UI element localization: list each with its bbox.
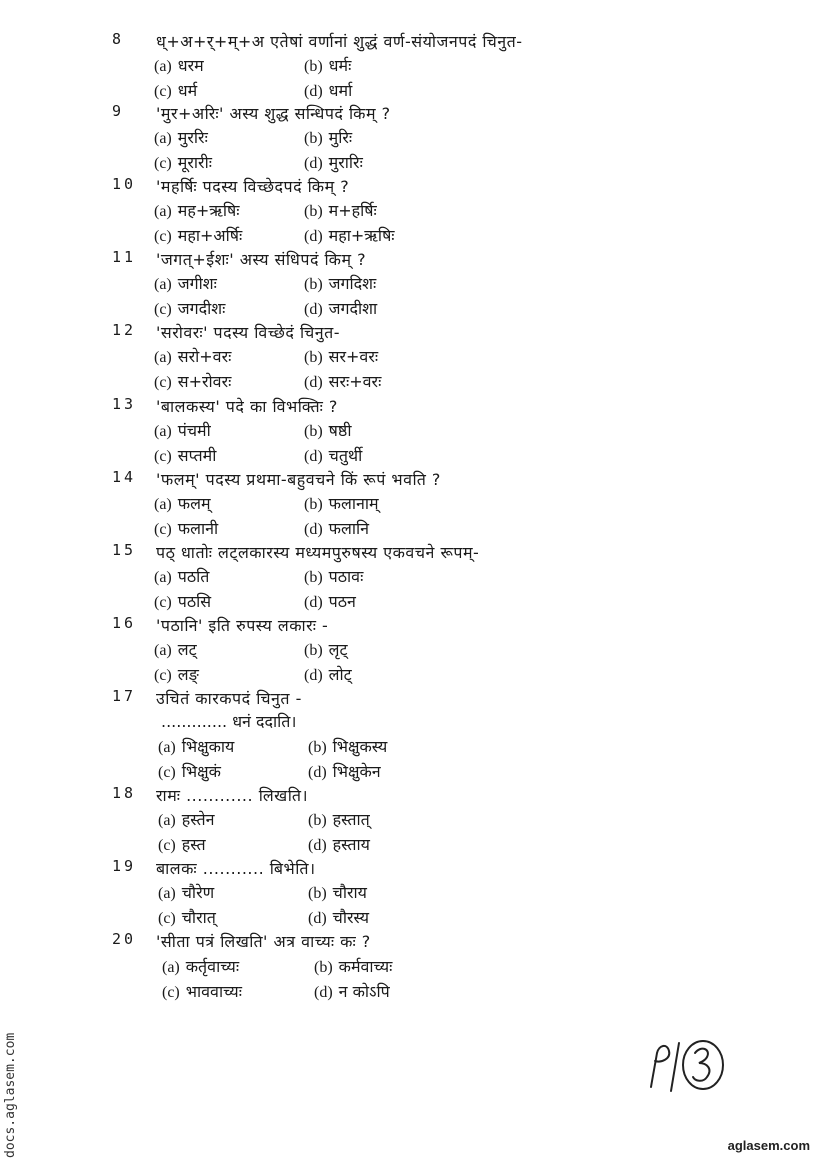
option-a[interactable]: (a) कर्तृवाच्यः	[162, 957, 240, 976]
option-c[interactable]: (c) मूरारीः	[154, 153, 212, 172]
question-text: 'सरोवरः' पदस्य विच्छेदं चिनुत-	[156, 323, 341, 342]
option-c[interactable]: (c) लङ्	[154, 665, 199, 684]
option-d[interactable]: (d) महा+ऋषिः	[304, 226, 395, 245]
option-a[interactable]: (a) सरो+वरः	[154, 347, 232, 366]
option-c[interactable]: (c) भाववाच्यः	[162, 982, 242, 1001]
option-a[interactable]: (a) फलम्	[154, 494, 211, 513]
handwritten-page-mark	[645, 1035, 735, 1095]
option-c[interactable]: (c) जगदीशः	[154, 299, 226, 318]
question-text: 'सीता पत्रं लिखति' अत्र वाच्यः कः ?	[156, 932, 371, 951]
option-b[interactable]: (b) म+हर्षिः	[304, 201, 377, 220]
option-a[interactable]: (a) मह+ऋषिः	[154, 201, 240, 220]
option-c[interactable]: (c) महा+अर्षिः	[154, 226, 243, 245]
option-b[interactable]: (b) धर्मः	[304, 56, 352, 75]
option-a[interactable]: (a) हस्तेन	[158, 810, 215, 829]
option-a[interactable]: (a) जगीशः	[154, 274, 217, 293]
question-number: 17	[112, 687, 137, 705]
option-d[interactable]: (d) पठन	[304, 592, 356, 611]
question-number: 15	[112, 541, 137, 559]
question-number: 11	[112, 248, 137, 266]
question-number: 18	[112, 784, 137, 802]
option-a[interactable]: (a) मुररिः	[154, 128, 208, 147]
option-b[interactable]: (b) कर्मवाच्यः	[314, 957, 393, 976]
question-number: 9	[112, 102, 125, 120]
option-d[interactable]: (d) लोट्	[304, 665, 352, 684]
option-b[interactable]: (b) फलानाम्	[304, 494, 379, 513]
option-b[interactable]: (b) भिक्षुकस्य	[308, 737, 388, 756]
option-d[interactable]: (d) सरः+वरः	[304, 372, 382, 391]
question-text: बालकः ........... बिभेति।	[156, 859, 316, 878]
option-b[interactable]: (b) हस्तात्	[308, 810, 370, 829]
option-c[interactable]: (c) सप्तमी	[154, 446, 217, 465]
option-a[interactable]: (a) लट्	[154, 640, 197, 659]
option-d[interactable]: (d) न कोऽपि	[314, 982, 390, 1001]
option-d[interactable]: (d) फलानि	[304, 519, 370, 538]
option-a[interactable]: (a) चौरेण	[158, 883, 215, 902]
option-b[interactable]: (b) पठावः	[304, 567, 364, 586]
option-a[interactable]: (a) धरम	[154, 56, 204, 75]
option-d[interactable]: (d) मुरारिः	[304, 153, 363, 172]
option-a[interactable]: (a) पंचमी	[154, 421, 211, 440]
question-text: उचितं कारकपदं चिनुत -	[156, 689, 302, 708]
question-number: 10	[112, 175, 137, 193]
fill-in-sentence: ............. धनं ददाति।	[161, 712, 297, 731]
sidebar-watermark: docs.aglasem.com	[3, 1032, 18, 1158]
question-number: 13	[112, 395, 137, 413]
option-d[interactable]: (d) जगदीशा	[304, 299, 378, 318]
question-text: 'मुर+अरिः' अस्य शुद्ध सन्धिपदं किम् ?	[156, 104, 391, 123]
question-number: 12	[112, 321, 137, 339]
question-text: ध्+अ+र्+म्+अ एतेषां वर्णानां शुद्धं वर्ण-संयोजनपदं चिनुत-	[156, 32, 523, 51]
option-b[interactable]: (b) चौराय	[308, 883, 367, 902]
option-d[interactable]: (d) हस्ताय	[308, 835, 370, 854]
option-c[interactable]: (c) धर्म	[154, 81, 198, 100]
question-text: 'बालकस्य' पदे का विभक्तिः ?	[156, 397, 338, 416]
question-text: पठ् धातोः लट्लकारस्य मध्यमपुरुषस्य एकवचने रूपम्-	[156, 543, 480, 562]
question-number: 8	[112, 30, 125, 48]
option-c[interactable]: (c) फलानी	[154, 519, 219, 538]
option-c[interactable]: (c) चौरात्	[158, 908, 216, 927]
option-a[interactable]: (a) भिक्षुकाय	[158, 737, 235, 756]
option-c[interactable]: (c) पठसि	[154, 592, 212, 611]
option-c[interactable]: (c) स+रोवरः	[154, 372, 232, 391]
option-b[interactable]: (b) षष्ठी	[304, 421, 352, 440]
question-text: 'महर्षिः पदस्य विच्छेदपदं किम् ?	[156, 177, 350, 196]
question-text: रामः ............ लिखति।	[156, 786, 309, 805]
option-c[interactable]: (c) हस्त	[158, 835, 206, 854]
option-d[interactable]: (d) चतुर्थी	[304, 446, 363, 465]
question-number: 14	[112, 468, 137, 486]
question-text: 'पठानि' इति रुपस्य लकारः -	[156, 616, 329, 635]
footer-watermark: aglasem.com	[727, 1138, 810, 1153]
question-number: 16	[112, 614, 137, 632]
option-b[interactable]: (b) लृट्	[304, 640, 348, 659]
option-c[interactable]: (c) भिक्षुकं	[158, 762, 221, 781]
question-number: 20	[112, 930, 137, 948]
option-a[interactable]: (a) पठति	[154, 567, 210, 586]
option-b[interactable]: (b) सर+वरः	[304, 347, 379, 366]
option-d[interactable]: (d) चौरस्य	[308, 908, 370, 927]
option-d[interactable]: (d) भिक्षुकेन	[308, 762, 381, 781]
question-number: 19	[112, 857, 137, 875]
question-text: 'जगत्+ईशः' अस्य संधिपदं किम् ?	[156, 250, 367, 269]
question-text: 'फलम्' पदस्य प्रथमा-बहुवचने किं रूपं भवति ?	[156, 470, 441, 489]
option-d[interactable]: (d) धर्मा	[304, 81, 353, 100]
option-b[interactable]: (b) जगदिशः	[304, 274, 377, 293]
option-b[interactable]: (b) मुरिः	[304, 128, 353, 147]
